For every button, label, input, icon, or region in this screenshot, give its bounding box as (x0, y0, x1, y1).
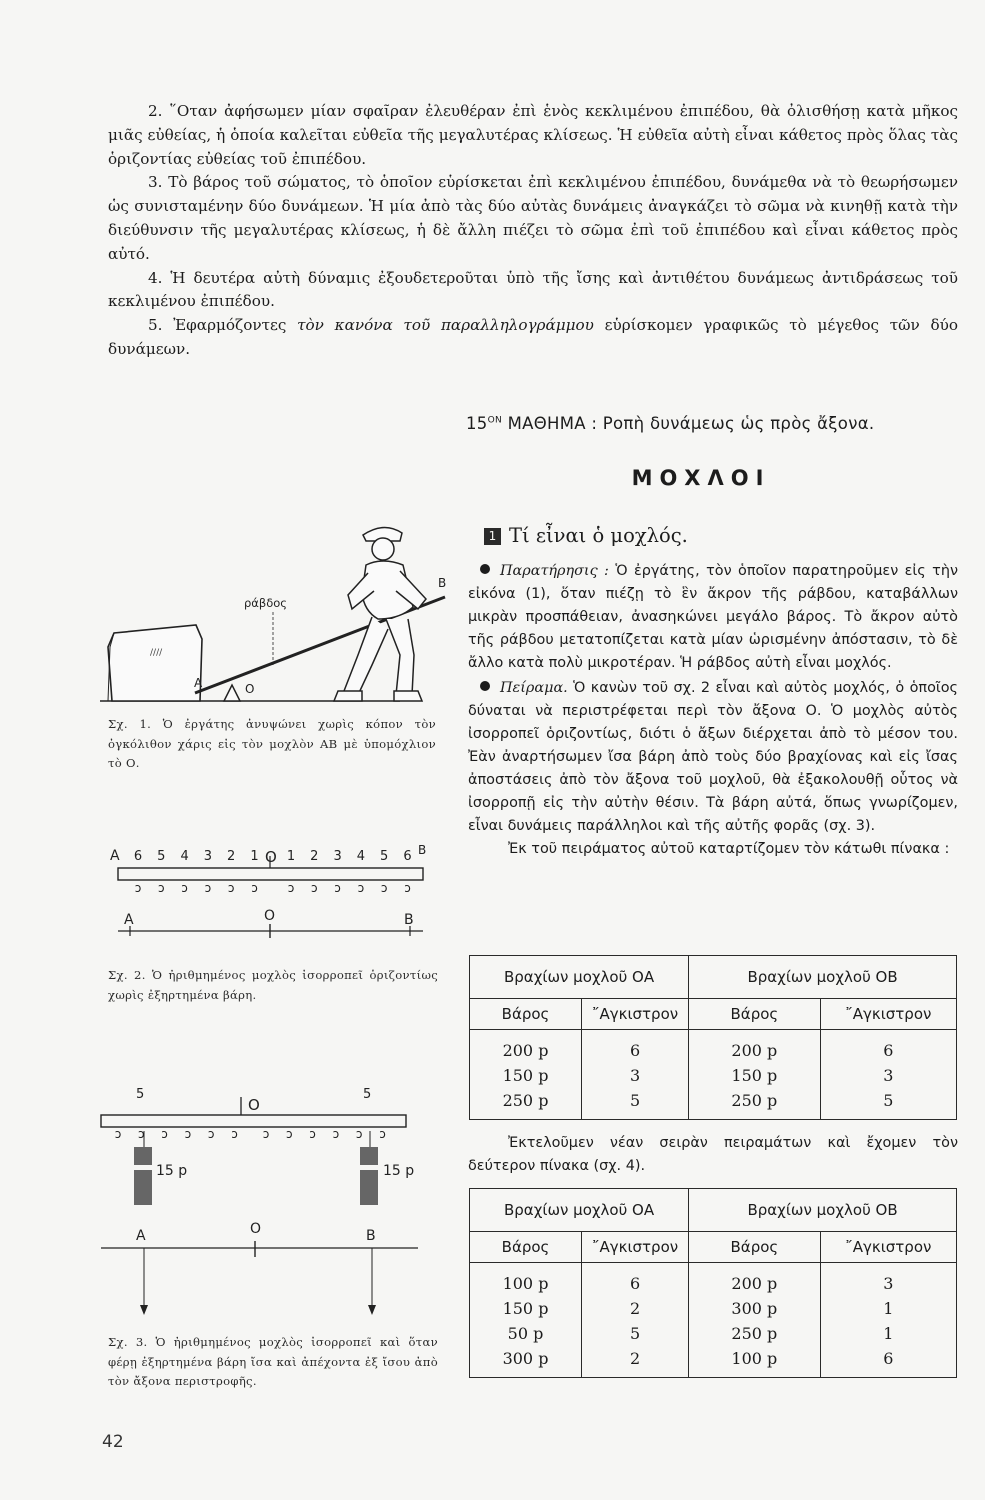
paragraph-4: 4. Ἡ δευτέρα αὐτὴ δύναμις ἐξουδετεροῦται ὑπὸ τῆς ἴσης καὶ ἀντιθέτου δυνάμεως ἀντιδράσεως τοῦ κεκλιμένου ἐπιπέδου. (108, 268, 958, 311)
table-cell: 50 p (470, 1321, 582, 1346)
table-row (470, 1321, 957, 1346)
fig2-tick-label: 4 (180, 849, 189, 864)
fig2-tick-label: 3 (333, 849, 342, 864)
table-cell: 2 (582, 1346, 689, 1378)
fig3-hooks (115, 1127, 386, 1141)
fig2-label-o-top: O (265, 848, 277, 866)
table-cell: 6 (582, 1030, 689, 1064)
table-row (470, 1088, 957, 1120)
table2-hook-header: ῎Αγκιστρον (820, 1232, 956, 1263)
table2-intro: Ἐκτελοῦμεν νέαν σειρὰν πειραμάτων καὶ ἔχομεν τὸν δεύτερον πίνακα (σχ. 4). (468, 1135, 958, 1174)
figure-2-caption: Σχ. 2. Ὁ ἠριθμημένος μοχλὸς ἰσορροπεῖ ὁριζοντίως χωρὶς ἐξηρτημένα βάρη. (108, 968, 438, 1002)
table-cell: 5 (582, 1321, 689, 1346)
table-cell: 6 (820, 1030, 956, 1064)
fig3-force-right-arrow (368, 1305, 376, 1315)
paragraph-3: 3. Τὸ βάρος τοῦ σώματος, τὸ ὁποῖον εὑρίσκεται ἐπὶ κεκλιμένου ἐπιπέδου, δυνάμεθα νὰ τὸ θεωρήσωμεν ὡς συνισταμένην δύο δυνάμεων. Ἡ μία ἀπὸ τὰς δύο αὐτὰς δυνάμεις ἀναγκάζει τὸ σῶμα νὰ κινηθῇ κατὰ τὴν διεύθυνσιν τῆς μεγαλυτέρας κλίσεως, ἡ δὲ ἄλλη πιέζει τὸ σῶμα ἐπὶ τοῦ ἐπιπέδου καὶ εἶναι κάθετος πρὸς αὐτό. (108, 173, 958, 263)
table-row (470, 1296, 957, 1321)
table1-intro: Ἐκ τοῦ πειράματος αὐτοῦ καταρτίζομεν τὸν κάτωθι πίνακα : (508, 841, 950, 857)
fig3-weight-left (134, 1147, 152, 1205)
label-a: A (194, 676, 203, 690)
fig3-weight-right-label: 15 p (383, 1163, 415, 1179)
fig3-label-b: B (366, 1228, 376, 1244)
table1-hook-header: ῎Αγκιστρον (820, 999, 956, 1030)
table2-arm-oa: Βραχίων μοχλοῦ ΟΑ (470, 1189, 689, 1232)
table-cell: 300 p (689, 1296, 820, 1321)
section-heading (484, 524, 688, 547)
paragraph-5 (108, 314, 958, 362)
table2-weight-header: Βάρος (470, 1232, 582, 1263)
fig2-tick-label: 6 (133, 849, 143, 864)
fig2-tick-label: 1 (286, 849, 296, 864)
fig3-ruler (101, 1115, 406, 1127)
fig2-tick-label: 2 (310, 849, 319, 864)
hook-icon: ɔ (227, 881, 235, 895)
hook-icon: ɔ (309, 1127, 316, 1141)
table-row (470, 1346, 957, 1378)
hook-icon: ɔ (161, 1127, 168, 1141)
table-cell: 2 (582, 1296, 689, 1321)
hook-icon: ɔ (207, 1127, 215, 1141)
table-cell: 100 p (689, 1346, 820, 1378)
section-badge: 1 (484, 528, 501, 545)
table-cell: 250 p (470, 1088, 582, 1120)
table-cell: 200 p (689, 1263, 820, 1297)
table-cell: 3 (582, 1063, 689, 1088)
fig3-force-left-arrow (140, 1305, 148, 1315)
fig2-label-a: A (124, 912, 134, 928)
table-cell: 1 (820, 1321, 956, 1346)
hook-icon: ɔ (251, 881, 258, 895)
fig2-tick-label: 2 (227, 849, 236, 864)
table-cell: 150 p (470, 1063, 582, 1088)
hook-icon: ɔ (181, 881, 188, 895)
table-cell: 200 p (689, 1030, 820, 1064)
top-text-block (108, 100, 958, 362)
hook-icon: ɔ (311, 881, 318, 895)
fig2-label-o: O (264, 908, 276, 924)
table-row (470, 1030, 957, 1064)
table-cell: 100 p (470, 1263, 582, 1297)
hook-icon: ɔ (334, 881, 341, 895)
paragraph-2: 2. ῞Οταν ἀφήσωμεν μίαν σφαῖραν ἐλευθέραν ἐπὶ ἑνὸς κεκλιμένου ἐπιπέδου, θὰ ὀλισθήσῃ κατὰ μῆκος μιᾶς εὐθείας, ἡ ὁποία καλεῖται εὐθεῖα τῆς μεγαλυτέρας κλίσεως. Ἡ εὐθεῖα αὐτὴ εἶναι κάθετος πρὸς ὅλας τὰς ὁριζοντίας εὐθείας τοῦ ἐπιπέδου. (108, 102, 958, 168)
lesson-number: 15 (466, 414, 488, 433)
fig3-hook-right: 5 (363, 1087, 372, 1102)
fig2-tick-label: 6 (403, 849, 412, 864)
hook-icon: ɔ (184, 1127, 192, 1141)
table-cell: 1 (820, 1296, 956, 1321)
worker-figure (334, 527, 426, 701)
table-cell: 5 (582, 1088, 689, 1120)
lesson-label: ΜΑΘΗΜΑ : Ροπὴ δυνάμεως ὡς πρὸς ἄξονα. (502, 414, 875, 433)
fig2-label-b: B (404, 912, 414, 928)
fig3-hook-left: 5 (136, 1087, 145, 1102)
table2-hook-header: ῎Αγκιστρον (582, 1232, 689, 1263)
fig2-tick-label: 1 (250, 849, 259, 864)
paragraph-5-start: 5. Ἐφαρμόζοντες (148, 316, 298, 335)
label-o: O (245, 682, 255, 696)
experiment-paragraph (468, 677, 958, 838)
lesson-number-suffix: ΟΝ (487, 415, 503, 426)
table-2 (469, 1188, 957, 1378)
page-number: 42 (102, 1432, 124, 1452)
hook-icon: ɔ (262, 1127, 270, 1141)
table-cell: 6 (820, 1346, 956, 1378)
hook-icon: ɔ (286, 1127, 293, 1141)
figure-1-lever-worker (100, 515, 460, 715)
hook-icon: ɔ (379, 1127, 386, 1141)
figure-1-caption: Σχ. 1. Ὁ ἐργάτης ἀνυψώνει χωρὶς κόπον τὸν ὀγκόλιθον χάρις εἰς τὸν μοχλὸν ΑΒ μὲ ὑπομόχλιον τὸ Ο. (108, 717, 436, 770)
fig2-label-a-top: A (110, 848, 120, 864)
table-1 (469, 955, 957, 1120)
fig2-tick-label: 5 (157, 849, 166, 864)
table2-arm-ob: Βραχίων μοχλοῦ ΟΒ (689, 1189, 957, 1232)
hook-icon: ɔ (404, 881, 411, 895)
table-cell: 300 p (470, 1346, 582, 1378)
hook-icon: ɔ (287, 881, 295, 895)
observation-text: Ὁ ἐργάτης, τὸν ὁποῖον παρατηροῦμεν εἰς τὴν εἰκόνα (1), ὅταν πιέζῃ τὸ ἓν ἄκρον τῆς ράβδου, καταβάλλων μικρὰν προσπάθειαν, ἀνασηκώνει μεγάλο βάρος. Τὸ ἄκρον αὐτὸ τῆς ράβδου μετατοπίζεται κατὰ μίαν ὡρισμένην ἀπόστασιν, τὸ δὲ ἄλλο κατὰ πολὺ μικροτέραν. Ἡ ράβδος αὐτὴ εἶναι μοχλός. (468, 563, 958, 671)
fig2-hooks (135, 881, 411, 895)
fulcrum (224, 685, 240, 701)
table-cell: 5 (820, 1088, 956, 1120)
experiment-label: Πείραμα. (500, 680, 568, 696)
rock-marks: //// (150, 648, 163, 658)
table-cell: 3 (820, 1263, 956, 1297)
table-cell: 250 p (689, 1088, 820, 1120)
right-column (468, 560, 958, 861)
bullet-icon (480, 681, 490, 691)
fig3-pivot-o: O (248, 1096, 260, 1114)
table-cell: 6 (582, 1263, 689, 1297)
experiment-text: Ὁ κανὼν τοῦ σχ. 2 εἶναι καὶ αὐτὸς μοχλός, ὁ ὁποῖος δύναται νὰ περιστρέφεται περὶ τὸν ἄξονα Ο. Ὁ μοχλὸς αὐτὸς ἰσορροπεῖ ὁριζοντίως, διότι ὁ ἄξων διέρχεται ἀπὸ τὸ μέσον του. Ἐὰν ἀναρτήσωμεν ἴσα βάρη ἀπὸ τοὺς δύο βραχίονας καὶ εἰς ἴσας ἀποστάσεις ἀπὸ τὸν ἄξονα τοῦ μοχλοῦ, θὰ ἐξακολουθῇ οὗτος νὰ ἰσορροπῇ εἰς τὴν αὐτὴν θέσιν. Τὰ βάρη αὐτά, ὅπως γνωρίζομεν, εἶναι δυνάμεις παράλληλοι καὶ τῆς αὐτῆς φορᾶς (σχ. 3). (468, 680, 958, 834)
table2-weight-header: Βάρος (689, 1232, 820, 1263)
figure-3-balanced-weights (98, 1085, 438, 1320)
section-title: Τί εἶναι ὁ μοχλός. (509, 524, 688, 547)
rod-label: ράβδος (244, 596, 288, 610)
table-row (470, 1263, 957, 1297)
fig2-tick-label: 3 (203, 849, 213, 864)
figure-2-numbered-lever (108, 838, 438, 948)
observation-label: Παρατήρησις : (500, 563, 609, 579)
fig3-weight-left-band (132, 1165, 154, 1170)
table-cell: 200 p (470, 1030, 582, 1064)
table1-arm-oa: Βραχίων μοχλοῦ ΟΑ (470, 956, 689, 999)
fig2-label-b-top: B (418, 843, 427, 857)
fig3-weight-left-label: 15 p (156, 1163, 188, 1179)
parallelogram-rule: τὸν κανόνα τοῦ παραλληλογράμμου (297, 316, 594, 335)
table-cell: 3 (820, 1063, 956, 1088)
hook-icon: ɔ (357, 881, 365, 895)
bullet-icon (480, 564, 490, 574)
fig2-tick-label: 4 (356, 849, 366, 864)
table-cell: 150 p (470, 1296, 582, 1321)
hook-icon: ɔ (332, 1127, 340, 1141)
hook-icon: ɔ (380, 881, 388, 895)
rock-block (108, 625, 202, 701)
table-cell: 150 p (689, 1063, 820, 1088)
fig3-weight-right (360, 1147, 378, 1205)
hook-icon: ɔ (134, 881, 142, 895)
fig3-label-a: A (136, 1228, 146, 1244)
table1-arm-ob: Βραχίων μοχλοῦ ΟΒ (689, 956, 957, 999)
label-b: B (438, 576, 447, 590)
hook-icon: ɔ (158, 881, 165, 895)
fig3-label-o: O (250, 1221, 262, 1237)
figure-3-caption: Σχ. 3. Ὁ ἠριθμημένος μοχλὸς ἰσορροπεῖ καὶ ὅταν φέρῃ ἐξηρτημένα βάρη ἴσα καὶ ἀπέχοντα ἐξ ἴσου ἀπὸ τὸν ἄξονα περιστροφῆς. (108, 1335, 438, 1388)
table1-weight-header: Βάρος (470, 999, 582, 1030)
observation-paragraph (468, 560, 958, 675)
hook-icon: ɔ (355, 1127, 363, 1141)
table1-weight-header: Βάρος (689, 999, 820, 1030)
lesson-header (466, 414, 874, 433)
fig2-ruler (118, 868, 423, 880)
fig3-weight-right-band (358, 1165, 380, 1170)
hook-icon: ɔ (231, 1127, 238, 1141)
table-row (470, 1063, 957, 1088)
table-cell: 250 p (689, 1321, 820, 1346)
hook-icon: ɔ (204, 881, 212, 895)
hook-icon: ɔ (114, 1127, 122, 1141)
fig2-tick-label: 5 (380, 849, 389, 864)
table1-hook-header: ῎Αγκιστρον (582, 999, 689, 1030)
hook-icon: ɔ (138, 1127, 145, 1141)
chapter-title: ΜΟΧΛΟΙ (631, 466, 771, 490)
paragraph-5-end: εὑρίσκομεν γραφικῶς τὸ μέγεθος τῶν δύο δυνάμεων. (108, 316, 958, 358)
